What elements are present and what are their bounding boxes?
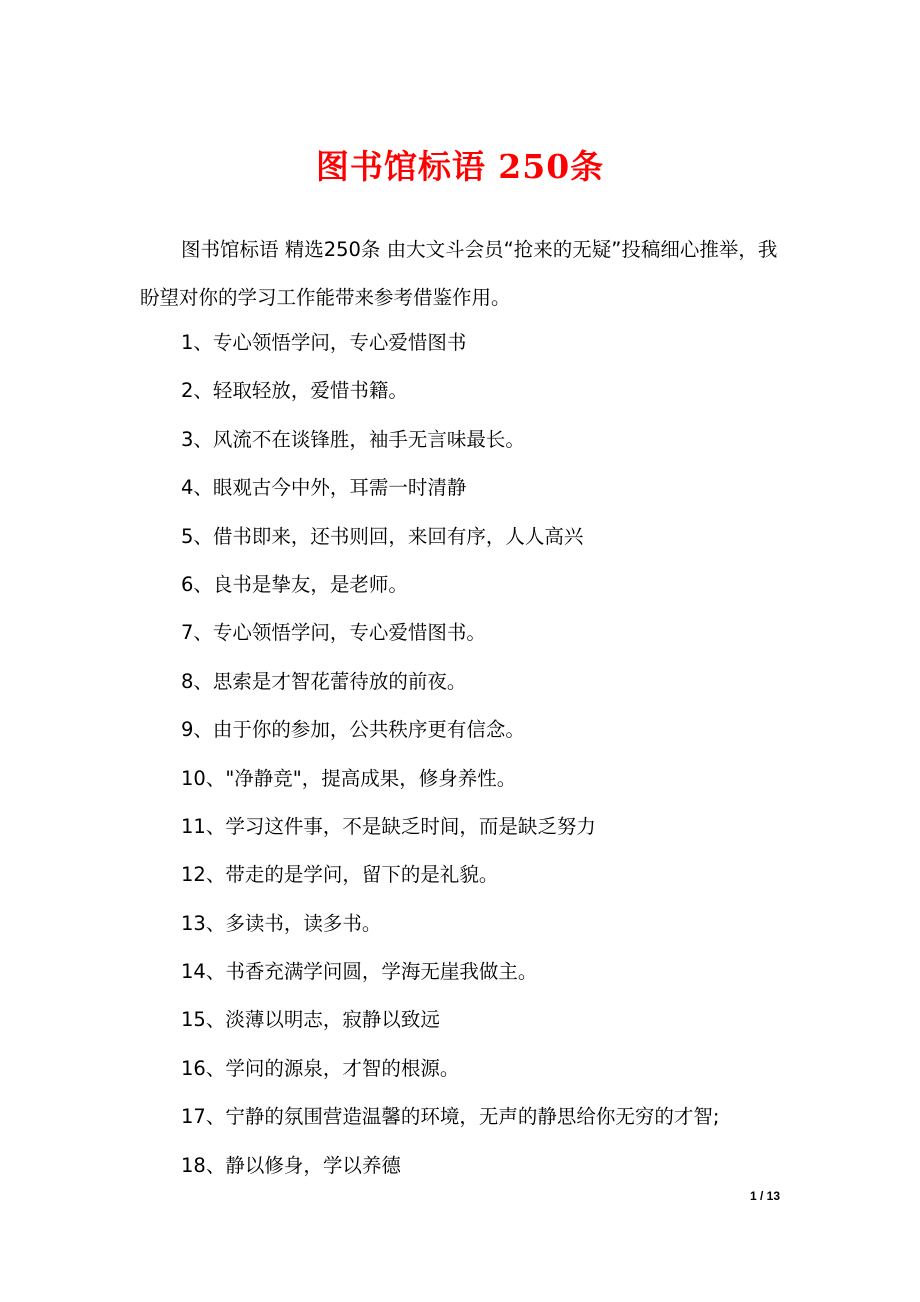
list-item: 7、专心领悟学问，专心爱惜图书。 [181,621,486,645]
list-item: 15、淡薄以明志，寂静以致远 [181,1008,440,1032]
list-item: 18、静以修身，学以养德 [181,1153,401,1177]
page-number: 1 / 13 [749,1189,780,1203]
list-item: 14、书香充满学问圆，学海无崖我做主。 [181,960,538,984]
list-item: 8、思索是才智花蕾待放的前夜。 [181,669,467,693]
list-item: 4、眼观古今中外，耳需一时清静 [181,476,467,500]
slogan-list [140,321,800,1192]
list-item: 13、多读书，读多书。 [181,911,382,935]
intro-paragraph: 图书馆标语 精选250条 由大文斗会员“抢来的无疑”投稿细心推举，我盼望对你的学习工作能带来参考借鉴作用。 [140,238,778,309]
list-item: 3、风流不在谈锋胜，袖手无言味最长。 [181,427,525,451]
list-item: 16、学问的源泉，才智的根源。 [181,1056,460,1080]
list-item: 6、良书是挚友，是老师。 [181,572,408,596]
list-item: 1、专心领悟学问，专心爱惜图书 [181,331,467,354]
list-item: 17、宁静的氛围营造温馨的环境，无声的静思给你无穷的才智; [181,1105,720,1129]
list-item: 10、"净静竞"，提高成果，修身养性。 [181,766,517,790]
list-item: 9、由于你的参加，公共秩序更有信念。 [181,718,525,742]
list-item: 12、带走的是学问，留下的是礼貌。 [181,863,499,887]
page-title: 图书馆标语 250条 [315,147,605,186]
list-item: 2、轻取轻放，爱惜书籍。 [181,379,408,403]
list-item: 5、借书即来，还书则回，来回有序，人人高兴 [181,524,584,548]
list-item: 11、学习这件事，不是缺乏时间，而是缺乏努力 [181,814,596,838]
